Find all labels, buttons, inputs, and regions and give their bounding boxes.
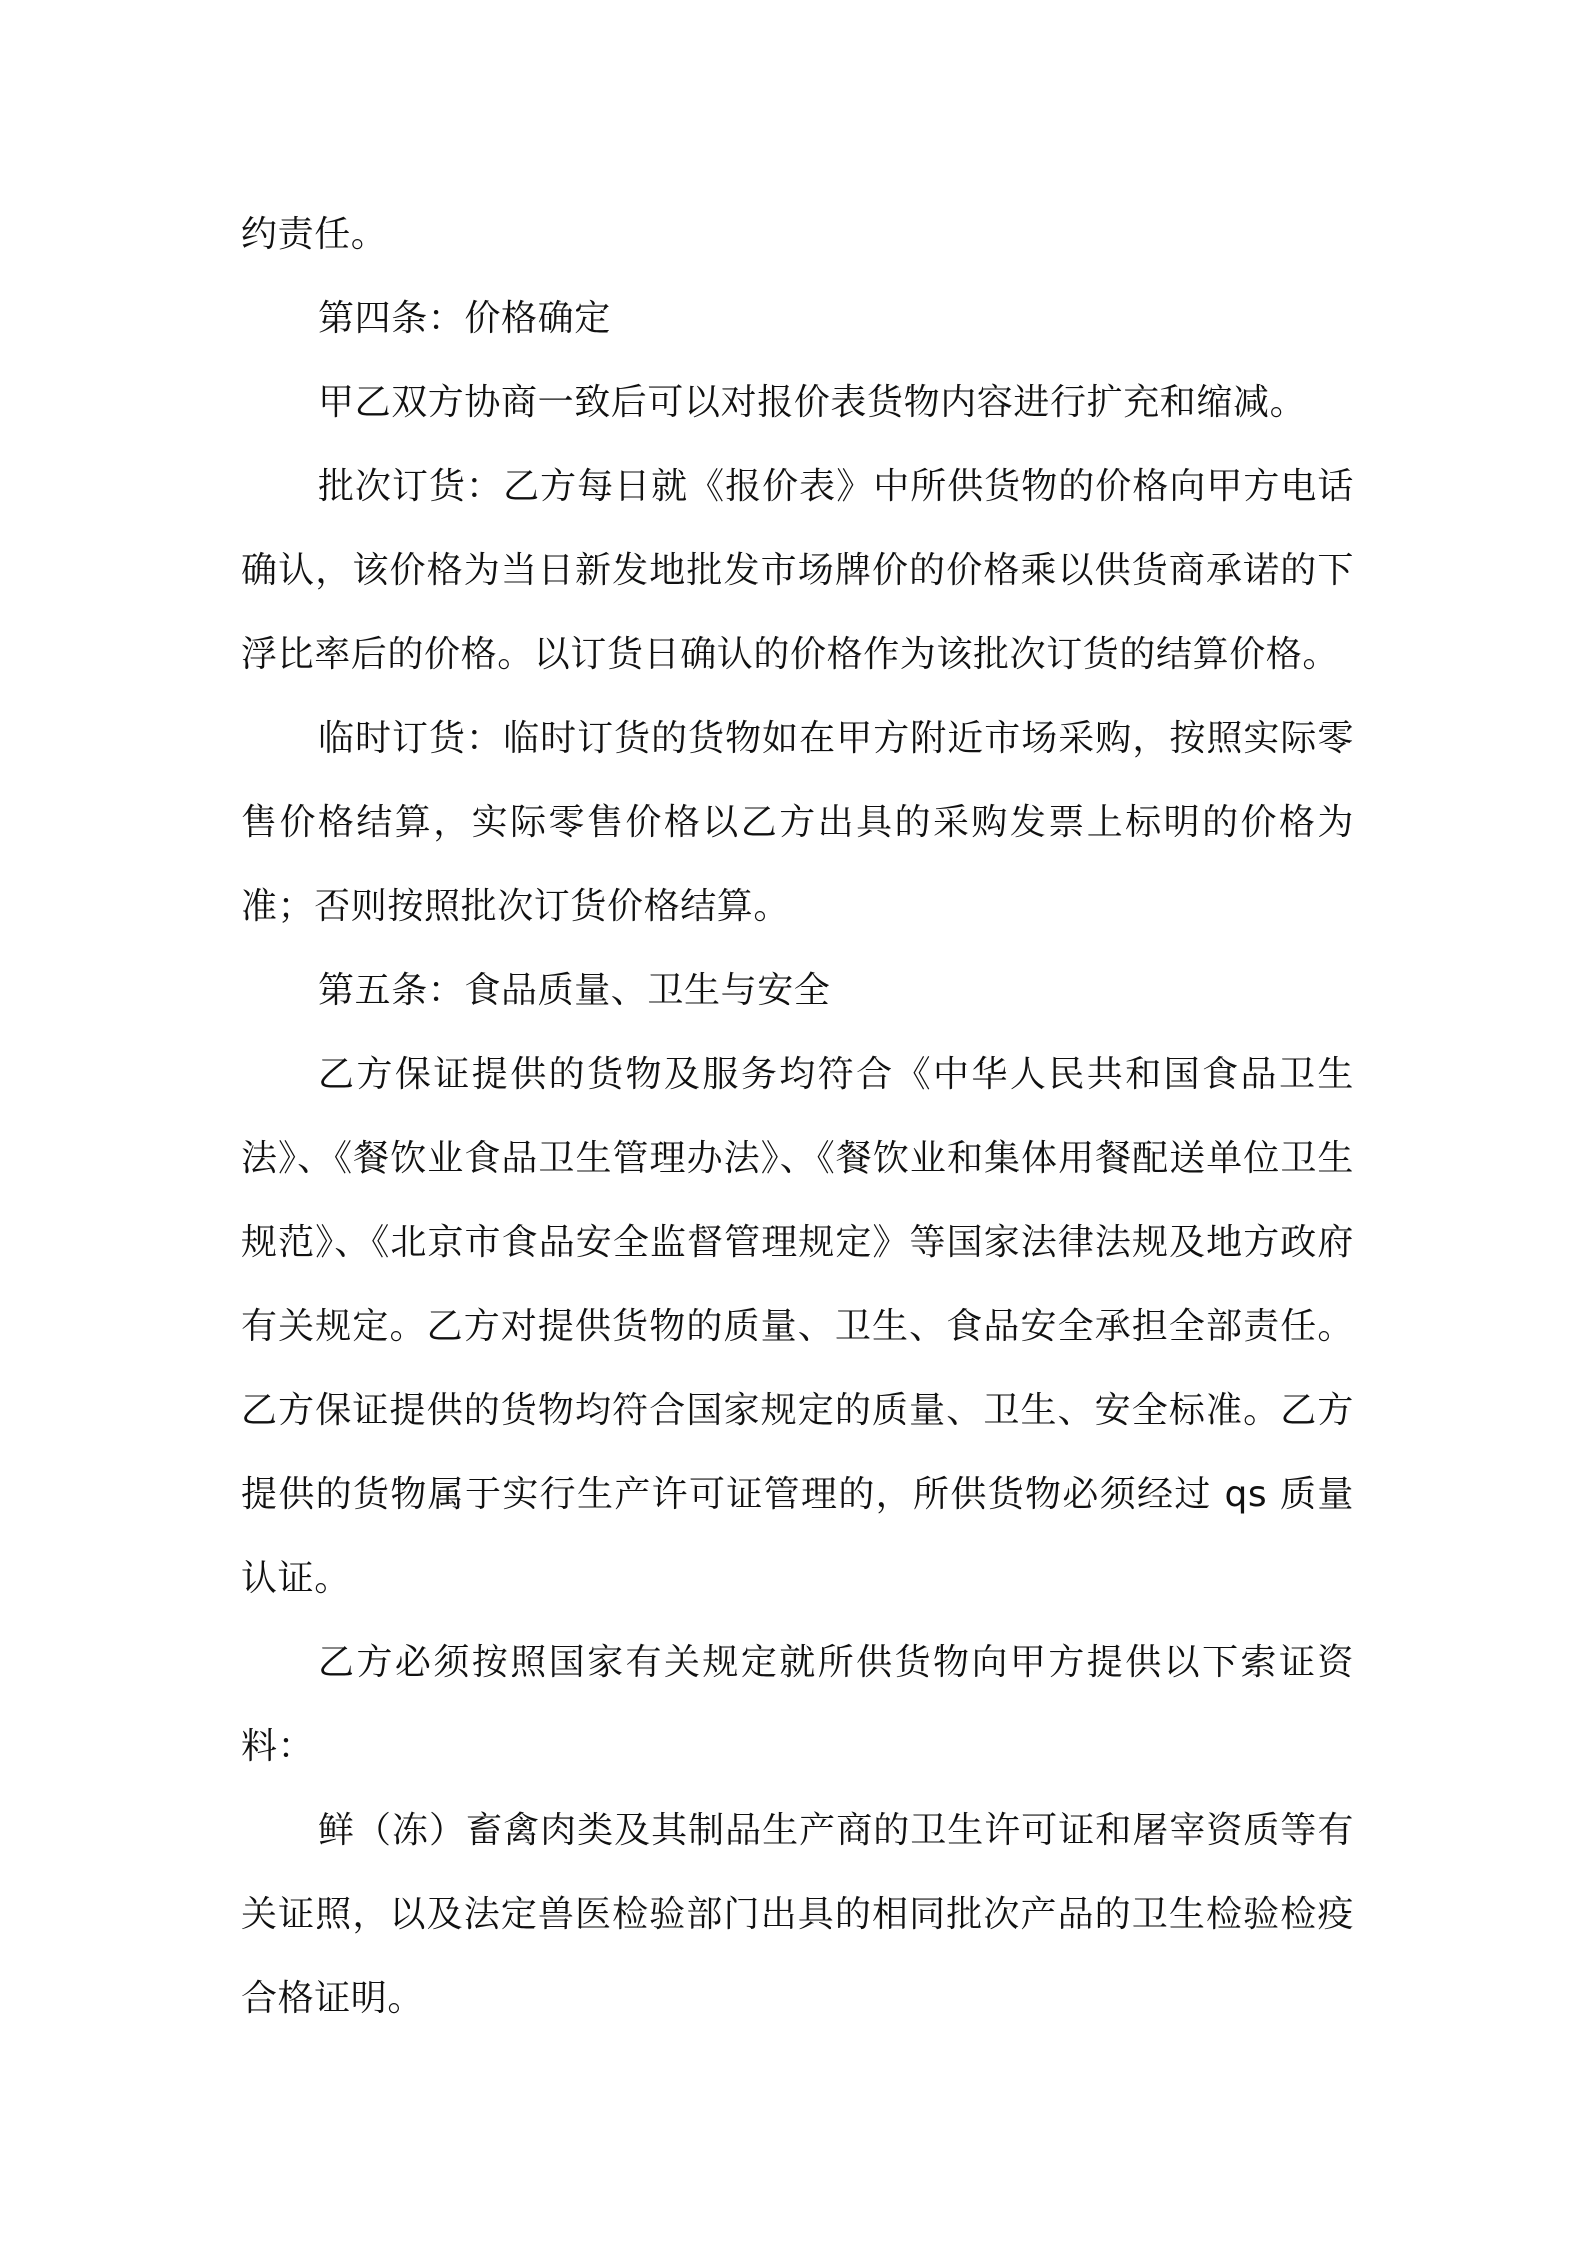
paragraph-7: 乙方保证提供的货物及服务均符合《中华人民共和国食品卫生法》、《餐饮业食品卫生管理办法》、《餐饮业和集体用餐配送单位卫生规范》、《北京市食品安全监督管理规定》等国家法律法规及地方政府有关规定。乙方对提供货物的质量、卫生、食品安全承担全部责任。乙方保证提供的货物均符合国家规定的质量、卫生、安全标准。乙方提供的货物属于实行生产许可证管理的，所供货物必须经过 qs 质量认证。 <box>241 1054 1354 1599</box>
paragraph-3: 甲乙双方协商一致后可以对报价表货物内容进行扩充和缩减。 <box>318 382 1307 423</box>
paragraph-6: 第五条：食品质量、卫生与安全 <box>318 970 831 1011</box>
paragraph-5: 临时订货：临时订货的货物如在甲方附近市场采购，按照实际零售价格结算，实际零售价格以乙方出具的采购发票上标明的价格为准；否则按照批次订货价格结算。 <box>241 718 1354 927</box>
paragraph-2: 第四条：价格确定 <box>318 298 611 339</box>
paragraph-4: 批次订货：乙方每日就《报价表》中所供货物的价格向甲方电话确认，该价格为当日新发地批发市场牌价的价格乘以供货商承诺的下浮比率后的价格。以订货日确认的价格作为该批次订货的结算价格。 <box>241 466 1354 675</box>
paragraph-1: 约责任。 <box>241 214 388 255</box>
paragraph-9: 鲜（冻）畜禽肉类及其制品生产商的卫生许可证和屠宰资质等有关证照，以及法定兽医检验部门出具的相同批次产品的卫生检验检疫合格证明。 <box>241 1810 1354 2019</box>
paragraph-8: 乙方必须按照国家有关规定就所供货物向甲方提供以下索证资料： <box>241 1642 1354 1767</box>
document-body <box>241 193 1354 2041</box>
